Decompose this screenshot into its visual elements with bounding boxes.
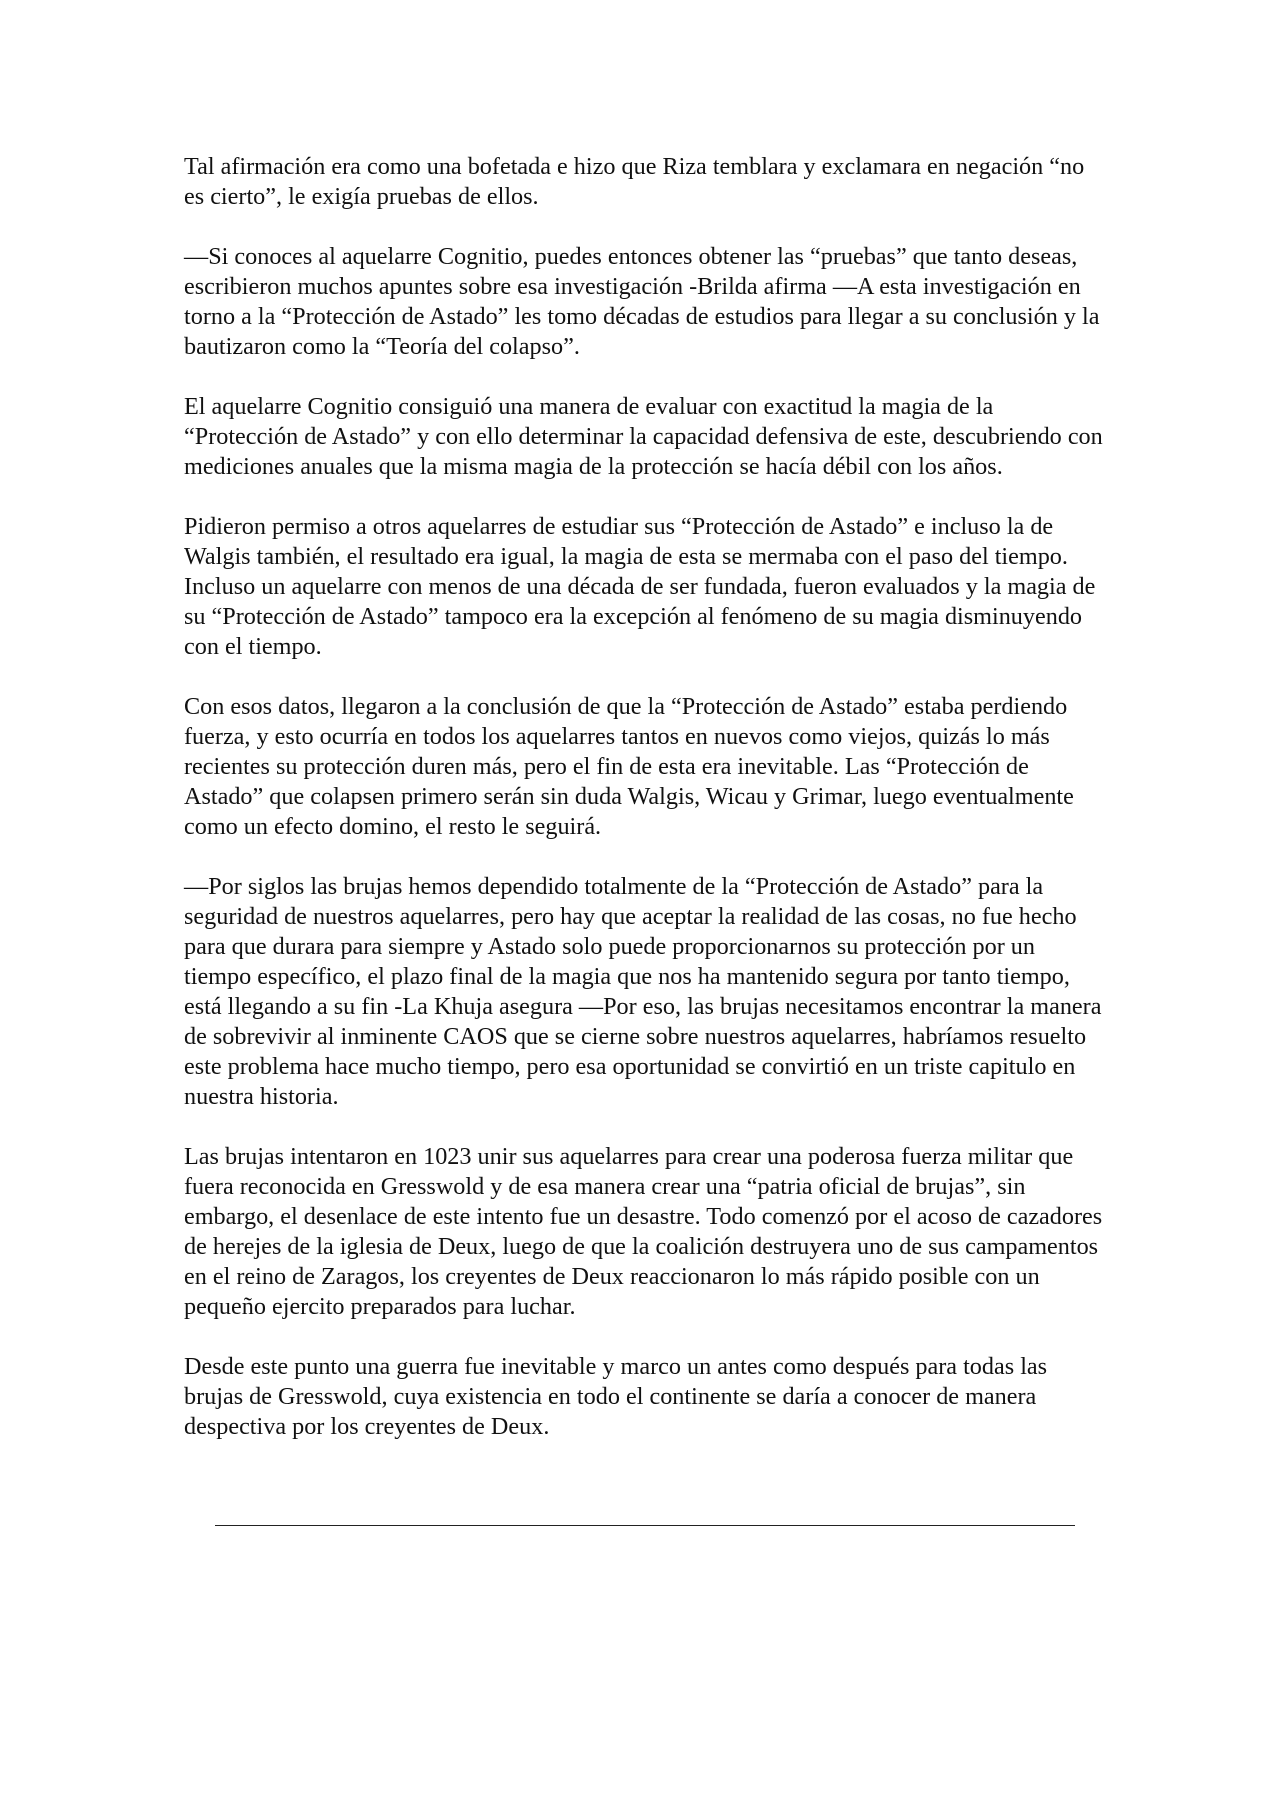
paragraph: Desde este punto una guerra fue inevitable y marco un antes como después para todas las brujas de Gresswold, cuya existencia en todo el continente se daría a conocer de manera despectiva por los creyentes de Deux. bbox=[184, 1353, 1048, 1440]
document-body bbox=[184, 152, 1104, 1472]
paragraph: El aquelarre Cognitio consiguió una manera de evaluar con exactitud la magia de la “Protección de Astado” y con ello determinar la capacidad defensiva de este, descubriendo con mediciones anuales que la misma magia de la protección se hacía débil con los años. bbox=[184, 393, 1103, 480]
section-divider bbox=[215, 1525, 1075, 1526]
paragraph: —Si conoces al aquelarre Cognitio, puedes entonces obtener las “pruebas” que tanto deseas, escribieron muchos apuntes sobre esa investigación -Brilda afirma —A esta investigación en torno a la “Protección de Astado” les tomo décadas de estudios para llegar a su conclusión y la bautizaron como la “Teoría del colapso”. bbox=[184, 243, 1100, 360]
paragraph: Con esos datos, llegaron a la conclusión de que la “Protección de Astado” estaba perdiendo fuerza, y esto ocurría en todos los aquelarres tantos en nuevos como viejos, quizás lo más recientes su protección duren más, pero el fin de esta era inevitable. Las “Protección de Astado” que colapsen primero serán sin duda Walgis, Wicau y Grimar, luego eventualmente como un efecto domino, el resto le seguirá. bbox=[184, 693, 1074, 840]
paragraph: Pidieron permiso a otros aquelarres de estudiar sus “Protección de Astado” e incluso la de Walgis también, el resultado era igual, la magia de esta se mermaba con el paso del tiempo. Incluso un aquelarre con menos de una década de ser fundada, fueron evaluados y la magia de su “Protección de Astado” tampoco era la excepción al fenómeno de su magia disminuyendo con el tiempo. bbox=[184, 513, 1096, 660]
paragraph: Las brujas intentaron en 1023 unir sus aquelarres para crear una poderosa fuerza militar que fuera reconocida en Gresswold y de esa manera crear una “patria oficial de brujas”, sin embargo, el desenlace de este intento fue un desastre. Todo comenzó por el acoso de cazadores de herejes de la iglesia de Deux, luego de que la coalición destruyera uno de sus campamentos en el reino de Zaragos, los creyentes de Deux reaccionaron lo más rápido posible con un pequeño ejercito preparados para luchar. bbox=[184, 1143, 1103, 1320]
paragraph: —Por siglos las brujas hemos dependido totalmente de la “Protección de Astado” para la seguridad de nuestros aquelarres, pero hay que aceptar la realidad de las cosas, no fue hecho para que durara para siempre y Astado solo puede proporcionarnos su protección por un tiempo específico, el plazo final de la magia que nos ha mantenido segura por tanto tiempo, está llegando a su fin -La Khuja asegura —Por eso, las brujas necesitamos encontrar la manera de sobrevivir al inminente CAOS que se cierne sobre nuestros aquelarres, habríamos resuelto este problema hace mucho tiempo, pero esa oportunidad se convirtió en un triste capitulo en nuestra historia. bbox=[184, 873, 1102, 1110]
paragraph: Tal afirmación era como una bofetada e hizo que Riza temblara y exclamara en negación “no es cierto”, le exigía pruebas de ellos. bbox=[184, 153, 1085, 210]
